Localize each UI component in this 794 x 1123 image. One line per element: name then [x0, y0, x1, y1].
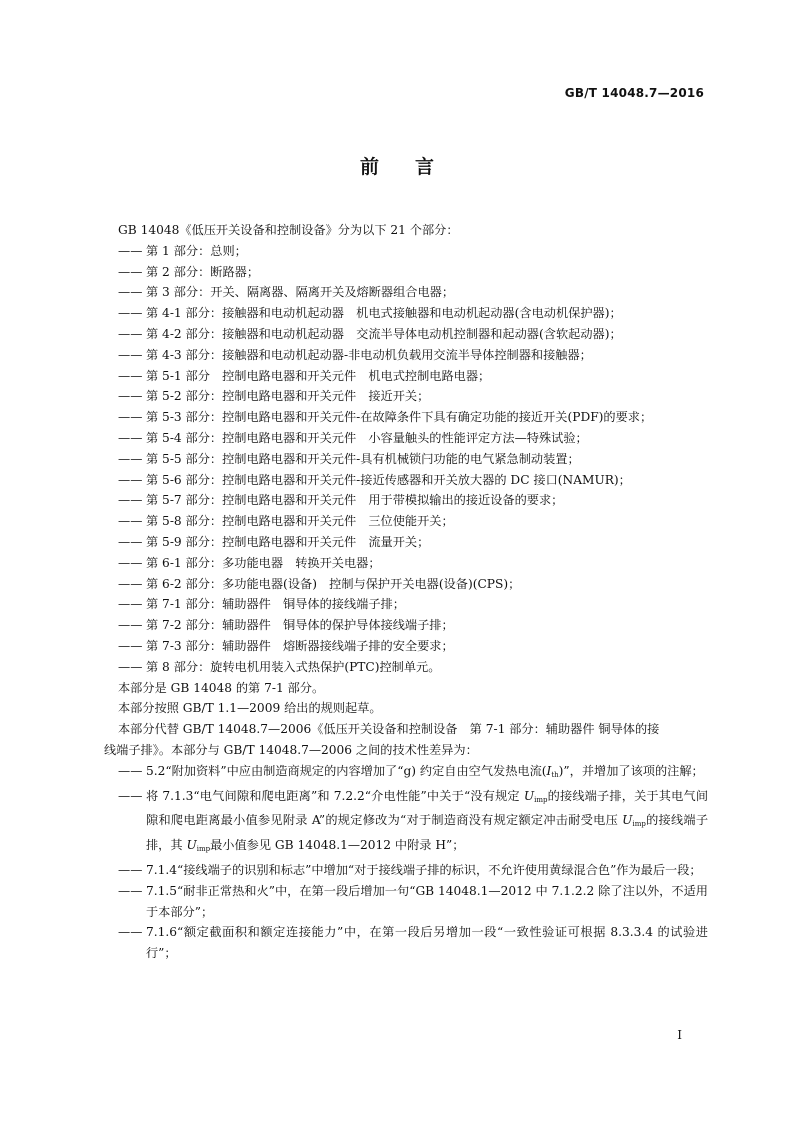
list-item: [118, 615, 708, 636]
list-item: [118, 241, 708, 262]
dash: ——: [118, 925, 143, 940]
list-item: [118, 282, 708, 303]
dash: ——: [118, 862, 143, 877]
dash: ——: [118, 883, 143, 898]
dash: ——: [118, 243, 143, 258]
paragraph: 本部分是 GB 14048 的第 7-1 部分。: [118, 680, 325, 695]
list-item: [118, 657, 708, 678]
dash: ——: [118, 763, 143, 778]
list-item-text: 第 5-6 部分：控制电路电器和开关元件-接近传感器和开关放大器的 DC 接口(NAMUR)；: [146, 472, 631, 487]
text-run: 5.2“附加资料”中应由制造商规定的内容增加了“g) 约定自由空气发热电流(: [146, 763, 547, 778]
list-item-text: 第 5-2 部分：控制电路电器和开关元件 接近开关；: [146, 389, 430, 404]
list-item-text: 第 6-2 部分：多功能电器(设备) 控制与保护开关电器(设备)(CPS)；: [146, 576, 521, 591]
dash: ——: [118, 306, 143, 321]
paragraph-line: 线端子排》。本部分与 GB/T 14048.7—2006 之间的技术性差异为：: [104, 742, 478, 757]
list-item-text: [146, 786, 708, 860]
list-item-text: 第 1 部分：总则；: [146, 243, 247, 258]
dash: ——: [118, 659, 143, 674]
list-item: [118, 386, 708, 407]
dash: ——: [118, 555, 143, 570]
list-item-text: 第 2 部分：断路器；: [146, 264, 260, 279]
list-item-text: 第 5-7 部分：控制电路电器和开关元件 用于带模拟输出的接近设备的要求；: [146, 493, 564, 508]
dash: ——: [118, 618, 143, 633]
changes-list: [118, 761, 708, 964]
list-item-text: 第 5-4 部分：控制电路电器和开关元件 小容量触头的性能评定方法—特殊试验；: [146, 430, 588, 445]
list-item-text: 第 5-9 部分：控制电路电器和开关元件 流量开关；: [146, 534, 430, 549]
list-item: [118, 324, 708, 345]
dash: ——: [118, 368, 143, 383]
subscript: imp: [534, 795, 548, 804]
list-item: [118, 303, 708, 324]
dash: ——: [118, 576, 143, 591]
list-item: [118, 594, 708, 615]
text-run: )”，并增加了该项的注解；: [558, 763, 704, 778]
list-item-text: 第 5-3 部分：控制电路电器和开关元件-在故障条件下具有确定功能的接近开关(PDF)的要求；: [146, 410, 653, 425]
list-item: [118, 636, 708, 657]
intro-paragraph: [118, 220, 708, 241]
list-item-text: 第 5-1 部分 控制电路电器和开关元件 机电式控制电路电器；: [146, 368, 491, 383]
list-item: [118, 345, 708, 366]
subscript: imp: [196, 845, 211, 854]
list-item: [118, 860, 708, 881]
list-item: [118, 553, 708, 574]
symbol: U: [523, 788, 535, 803]
list-item: [118, 922, 708, 964]
list-item-text: 第 7-1 部分：辅助器件 铜导体的接线端子排；: [146, 597, 405, 612]
list-item-text: 7.1.5“耐非正常热和火”中，在第一段后增加一句“GB 14048.1—2012 中 7.1.2.2 除了注以外，不适用于本部分”；: [146, 883, 708, 919]
foreword-body: [104, 220, 709, 964]
list-item-text: 7.1.6“额定截面积和额定连接能力”中，在第一段后另增加一段“一致性验证可根据 8.3.3.4 的试验进行”；: [146, 925, 708, 961]
dash: ——: [118, 514, 143, 529]
list-item-text: 第 4-2 部分：接触器和电动机起动器 交流半导体电动机控制器和起动器(含软起动器)；: [146, 326, 622, 341]
list-item-text: 第 7-3 部分：辅助器件 熔断器接线端子排的安全要求；: [146, 638, 454, 653]
dash: ——: [118, 389, 143, 404]
list-item-text: 第 4-1 部分：接触器和电动机起动器 机电式接触器和电动机起动器(含电动机保护器)；: [146, 306, 622, 321]
list-item: [118, 407, 708, 428]
list-item: [118, 490, 708, 511]
symbol: U: [622, 813, 633, 828]
list-item-text: 第 3 部分：开关、隔离器、隔离开关及熔断器组合电器；: [146, 285, 455, 300]
list-item: [118, 881, 708, 923]
dash: ——: [118, 430, 143, 445]
list-item-text: 第 4-3 部分：接触器和电动机起动器-非电动机负载用交流半导体控制器和接触器；: [146, 347, 592, 362]
paragraph: 本部分按照 GB/T 1.1—2009 给出的规则起草。: [118, 701, 382, 716]
subscript: th: [551, 770, 559, 779]
dash: ——: [118, 788, 143, 803]
text-run: 的接线端子排，关于其电气间隙和爬电距离最小值参见附录 A”的规定修改为“对于制造商没有规定额定冲击耐受电压: [146, 788, 709, 828]
list-item: [118, 449, 708, 470]
list-item-text: 第 7-2 部分：辅助器件 铜导体的保护导体接线端子排；: [146, 618, 454, 633]
list-item-text: 第 6-1 部分：多功能电器 转换开关电器；: [146, 555, 381, 570]
symbol: U: [186, 838, 197, 853]
dash: ——: [118, 347, 143, 362]
standard-code: GB/T 14048.7—2016: [564, 86, 704, 100]
page-title: 前言: [359, 156, 470, 178]
text-run: 的接线端子排，其: [146, 813, 709, 853]
list-item-text: 7.1.4“接线端子的识别和标志”中增加“对于接线端子排的标识，不允许使用黄绿混合色”作为最后一段；: [146, 862, 702, 877]
replacement-paragraph: [104, 719, 708, 761]
text-run: 最小值参见 GB 14048.1—2012 中附录 H”；: [210, 838, 465, 853]
list-item: [118, 470, 708, 491]
page-number: I: [677, 1028, 682, 1042]
dash: ——: [118, 597, 143, 612]
list-item: [118, 366, 708, 387]
paragraph-line: 本部分代替 GB/T 14048.7—2006《低压开关设备和控制设备 第 7-1 部分：辅助器件 铜导体的接: [118, 722, 660, 737]
list-item: [118, 574, 708, 595]
dash: ——: [118, 410, 143, 425]
dash: ——: [118, 264, 143, 279]
list-item: [118, 511, 708, 532]
subscript: imp: [632, 820, 646, 829]
symbol: I: [546, 763, 552, 778]
list-item: [118, 786, 708, 860]
list-item-text: 第 5-5 部分：控制电路电器和开关元件-具有机械锁闩功能的电气紧急制动装置；: [146, 451, 580, 466]
list-item: [118, 761, 708, 786]
dash: ——: [118, 534, 143, 549]
dash: ——: [118, 493, 143, 508]
parts-list: [118, 241, 708, 678]
dash: ——: [118, 285, 143, 300]
dash: ——: [118, 638, 143, 653]
dash: ——: [118, 472, 143, 487]
list-item-text: 第 5-8 部分：控制电路电器和开关元件 三位使能开关；: [146, 514, 454, 529]
dash: ——: [118, 326, 143, 341]
dash: ——: [118, 451, 143, 466]
intro-text: GB 14048《低压开关设备和控制设备》分为以下 21 个部分：: [118, 223, 459, 237]
list-item: [118, 262, 708, 283]
list-item-text: [146, 761, 708, 786]
list-item-text: 第 8 部分：旋转电机用装入式热保护(PTC)控制单元。: [146, 659, 441, 674]
text-run: 将 7.1.3“电气间隙和爬电距离”和 7.2.2“介电性能”中关于“没有规定: [146, 788, 520, 803]
list-item: [118, 532, 708, 553]
list-item: [118, 428, 708, 449]
